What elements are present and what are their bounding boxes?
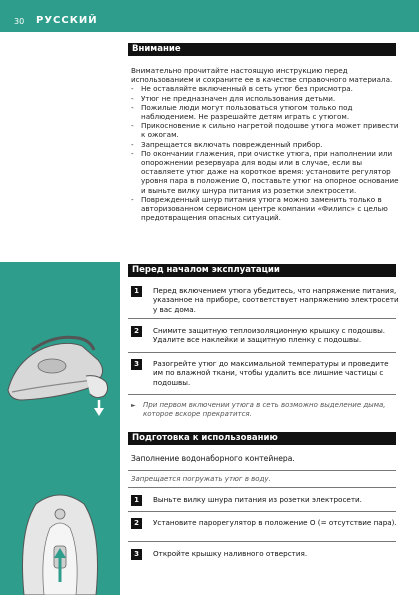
step-text: Откройте крышку наливного отверстия.: [153, 549, 308, 558]
warning-body: [131, 66, 401, 222]
step-text: Перед включением утюга убедитесь, что напряжение питания, указанное на приборе, соответствует напряжению электросети у вас дома.: [153, 286, 399, 314]
step-number: 3: [131, 359, 142, 370]
warning-item: - По окончании глажения, при очистке утюга, при наполнении или опорожнении резервуара для воды или в случае, если вы оставляете утюг даже на короткое время: установите регулятор уровня пара в положение O, поставьте утюг на опорное основание и выньте вилку шнура питания из розетки электросети.: [131, 149, 401, 195]
step-number: 2: [131, 326, 142, 337]
water-tank-illustration: [14, 492, 106, 595]
step-text: Выньте вилку шнура питания из розетки электросети.: [153, 495, 362, 504]
header-bar: [0, 0, 419, 32]
step-text: Снимите защитную теплоизоляционную крышку с подошвы. Удалите все наклейки и защитную пленку с подошвы.: [153, 326, 386, 345]
warning-item: - Пожилые люди могут пользоваться утюгом только под наблюдением. Не разрешайте детям играть с утюгом.: [131, 103, 401, 121]
page-language: РУССКИЙ: [36, 15, 98, 26]
warning-item: - Прикосновение к сильно нагретой подошве утюга может привести к ожогам.: [131, 121, 401, 139]
step-text: Разогрейте утюг до максимальной температуры и проведите им по влажной ткани, чтобы удалить все лишние частицы с подошвы.: [153, 359, 389, 387]
step-text: Установите парорегулятор в положение O (= отсутствие пара).: [153, 518, 397, 527]
warning-item: - Не оставляйте включенный в сеть утюг без присмотра.: [131, 84, 401, 93]
section-title-warning: Внимание: [128, 43, 396, 56]
note-no-immerse: [131, 475, 399, 484]
divider: [128, 487, 396, 488]
divider: [128, 470, 396, 471]
warning-item: - Поврежденный шнур питания утюга можно заменить только в авторизованном сервисном центре компании «Филипс» с целью предотвращения опасных ситуаций.: [131, 195, 401, 223]
iron-illustration: [2, 320, 118, 420]
page-number: 30: [14, 17, 25, 26]
divider: [128, 511, 396, 512]
divider: [128, 541, 396, 542]
note-first-use: [131, 401, 399, 419]
section-title-preparation: Подготовка к использованию: [128, 432, 396, 445]
note-text: Запрещается погружать утюг в воду.: [131, 475, 271, 483]
step-number: 1: [131, 495, 142, 506]
divider: [128, 318, 396, 319]
divider: [128, 352, 396, 353]
triangle-right-icon: ►: [131, 402, 136, 409]
warning-intro: Внимательно прочитайте настоящую инструкцию перед использованием и сохраните ее в качестве справочного материала.: [131, 66, 393, 85]
preparation-subhead: Заполнение водонаборного контейнера.: [131, 454, 295, 463]
step-number: 3: [131, 549, 142, 560]
warning-item: - Запрещается включать поврежденный прибор.: [131, 140, 401, 149]
divider: [128, 394, 396, 395]
warning-item: - Утюг не предназначен для использования детьми.: [131, 94, 401, 103]
note-text: При первом включении утюга в сеть возможно выделение дыма, которое вскоре прекратится.: [143, 401, 386, 418]
step-number: 1: [131, 286, 142, 297]
warning-list: [131, 84, 401, 222]
step-number: 2: [131, 518, 142, 529]
section-title-before-use: Перед началом эксплуатации: [128, 264, 396, 277]
